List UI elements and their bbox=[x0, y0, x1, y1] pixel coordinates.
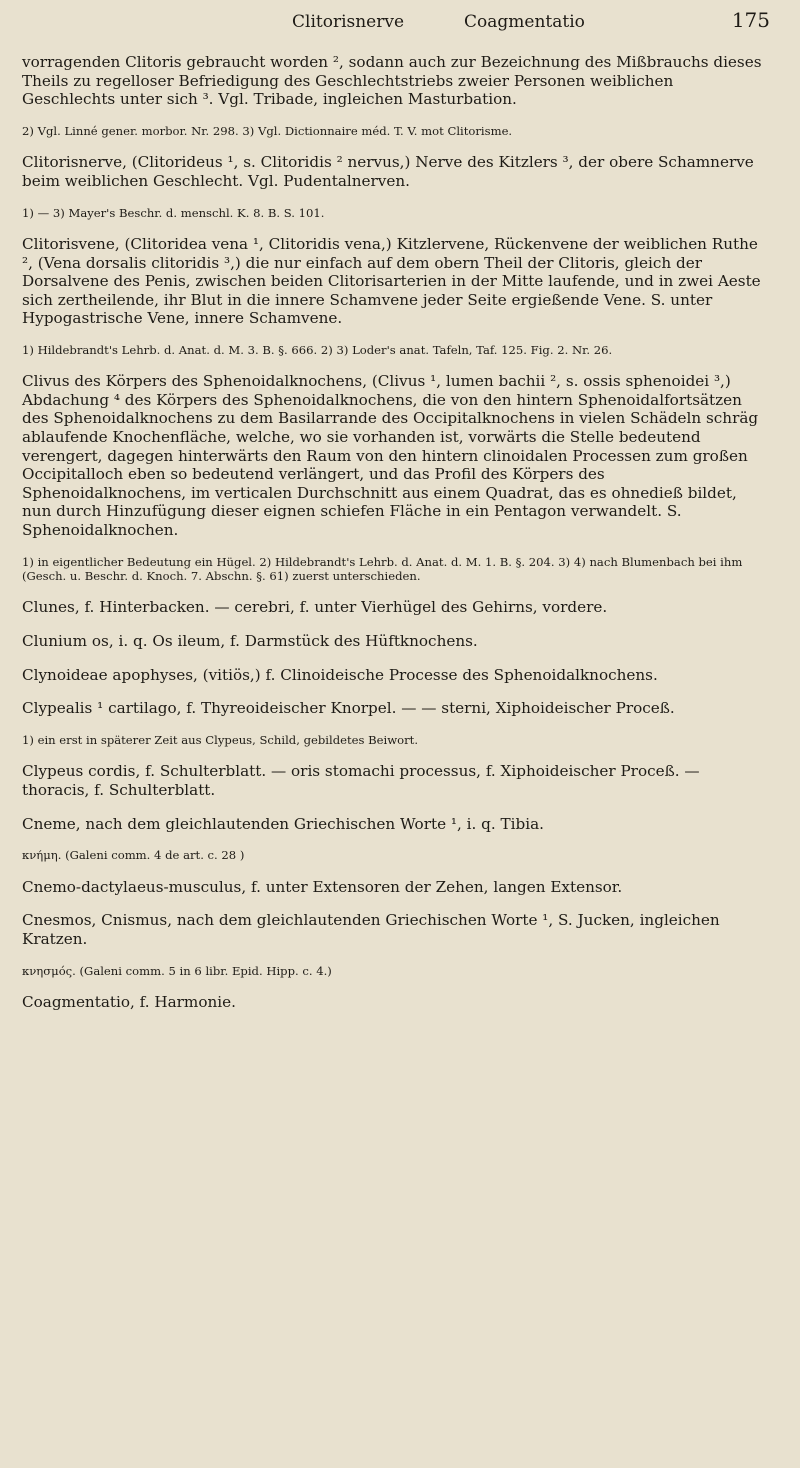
entry-paragraph: vorragenden Clitoris gebraucht worden ², sodann auch zur Bezeichnung des Mißbrauchs dieses Theils zu regelloser Befriedigung des Geschlechtstriebs zweier Personen weiblichen Geschlechts unter sich ³. Vgl. Tribade, ingleichen Masturbation. bbox=[22, 53, 762, 109]
footnote: 1) Hildebrandt's Lehrb. d. Anat. d. M. 3. B. §. 666. 2) 3) Loder's anat. Tafeln, Taf. 125. Fig. 2. Nr. 26. bbox=[22, 343, 613, 358]
footnote: κνήμη. (Galeni comm. 4 de art. c. 28 ) bbox=[22, 848, 245, 863]
header-center-term: Coagmentatio bbox=[464, 12, 585, 32]
entry-paragraph: Clunium os, i. q. Os ileum, f. Darmstück des Hüftknochens. bbox=[22, 631, 478, 650]
footnote: κνησμός. (Galeni comm. 5 in 6 libr. Epid. Hipp. c. 4.) bbox=[22, 963, 332, 978]
entry-paragraph: Clitorisnerve, (Clitorideus ¹, s. Clitoridis ² nervus,) Nerve des Kitzlers ³, der obere Schamnerve beim weiblichen Geschlecht. Vgl. Pudentalnerven. bbox=[22, 153, 754, 190]
footnote: 1) ein erst in späterer Zeit aus Clypeus, Schild, gebildetes Beiwort. bbox=[22, 733, 419, 748]
page-number: 175 bbox=[731, 8, 770, 32]
entry-paragraph: Coagmentatio, f. Harmonie. bbox=[22, 992, 236, 1011]
entry-paragraph: Clivus des Körpers des Sphenoidalknochens, (Clivus ¹, lumen bachii ², s. ossis sphenoidei ³,) Abdachung ⁴ des Körpers des Sphenoidalknochens, die von den hintern Sphenoidalfortsätzen des Sphenoidalknochens zu dem Basilarrande des Occipitalknochens in vielen Schädeln schräg ablaufende Knochenfläche, welche, wo sie vorhanden ist, vorwärts die Stelle bedeutend verengert, dagegen hinterwärts den Raum von den hintern clinoidalen Processen zum großen Occipitalloch eben so bedeutend verlängert, und das Profil des Körpers des Sphenoidalknochens, im verticalen Durchschnitt aus einem Quadrat, das es ohnedieß bildet, nun durch Hinzufügung dieser eignen schiefen Fläche in ein Pentagon verwandelt. S. Sphenoidalknochen. bbox=[22, 372, 759, 539]
header-left-term: Clitorisnerve bbox=[292, 12, 405, 32]
entry-paragraph: Cnemo-dactylaeus-musculus, f. unter Extensoren der Zehen, langen Extensor. bbox=[22, 877, 623, 896]
footnote: 1) in eigentlicher Bedeutung ein Hügel. 2) Hildebrandt's Lehrb. d. Anat. d. M. 1. B. §. 204. 3) 4) nach Blumenbach bei ihm (Gesch. u. Beschr. d. Knoch. 7. Abschn. §. 61) zuerst unterschieden. bbox=[22, 554, 743, 583]
dictionary-entries bbox=[22, 53, 770, 1011]
entry-paragraph: Clynoideae apophyses, (vitiös,) f. Clinoideische Processe des Sphenoidalknochens. bbox=[22, 665, 658, 684]
footnote: 1) — 3) Mayer's Beschr. d. menschl. K. 8. B. S. 101. bbox=[22, 205, 325, 220]
footnote: 2) Vgl. Linné gener. morbor. Nr. 298. 3) Vgl. Dictionnaire méd. T. V. mot Clitorisme. bbox=[22, 124, 513, 139]
entry-paragraph: Clypeus cordis, f. Schulterblatt. — oris stomachi processus, f. Xiphoideischer Proceß. — thoracis, f. Schulterblatt. bbox=[22, 762, 700, 799]
entry-paragraph: Cnesmos, Cnismus, nach dem gleichlautenden Griechischen Worte ¹, S. Jucken, ingleichen Kratzen. bbox=[22, 911, 720, 948]
entry-paragraph: Clypealis ¹ cartilago, f. Thyreoideischer Knorpel. — — sterni, Xiphoideischer Proceß. bbox=[22, 699, 675, 718]
entry-paragraph: Clunes, f. Hinterbacken. — cerebri, f. unter Vierhügel des Gehirns, vordere. bbox=[22, 597, 608, 616]
running-header bbox=[22, 8, 770, 38]
entry-paragraph: Clitorisvene, (Clitoridea vena ¹, Clitoridis vena,) Kitzlervene, Rückenvene der weiblichen Ruthe ², (Vena dorsalis clitoridis ³,) die nur einfach auf dem obern Theil der Clitoris, gleich der Dorsalvene des Penis, zwischen beiden Clitorisarterien in der Mitte laufende, und in zwei Aeste sich zertheilende, ihr Blut in die innere Schamvene jeder Seite ergießende Vene. S. unter Hypogastrische Vene, innere Schamvene. bbox=[22, 234, 761, 328]
entry-paragraph: Cneme, nach dem gleichlautenden Griechischen Worte ¹, i. q. Tibia. bbox=[22, 814, 544, 833]
